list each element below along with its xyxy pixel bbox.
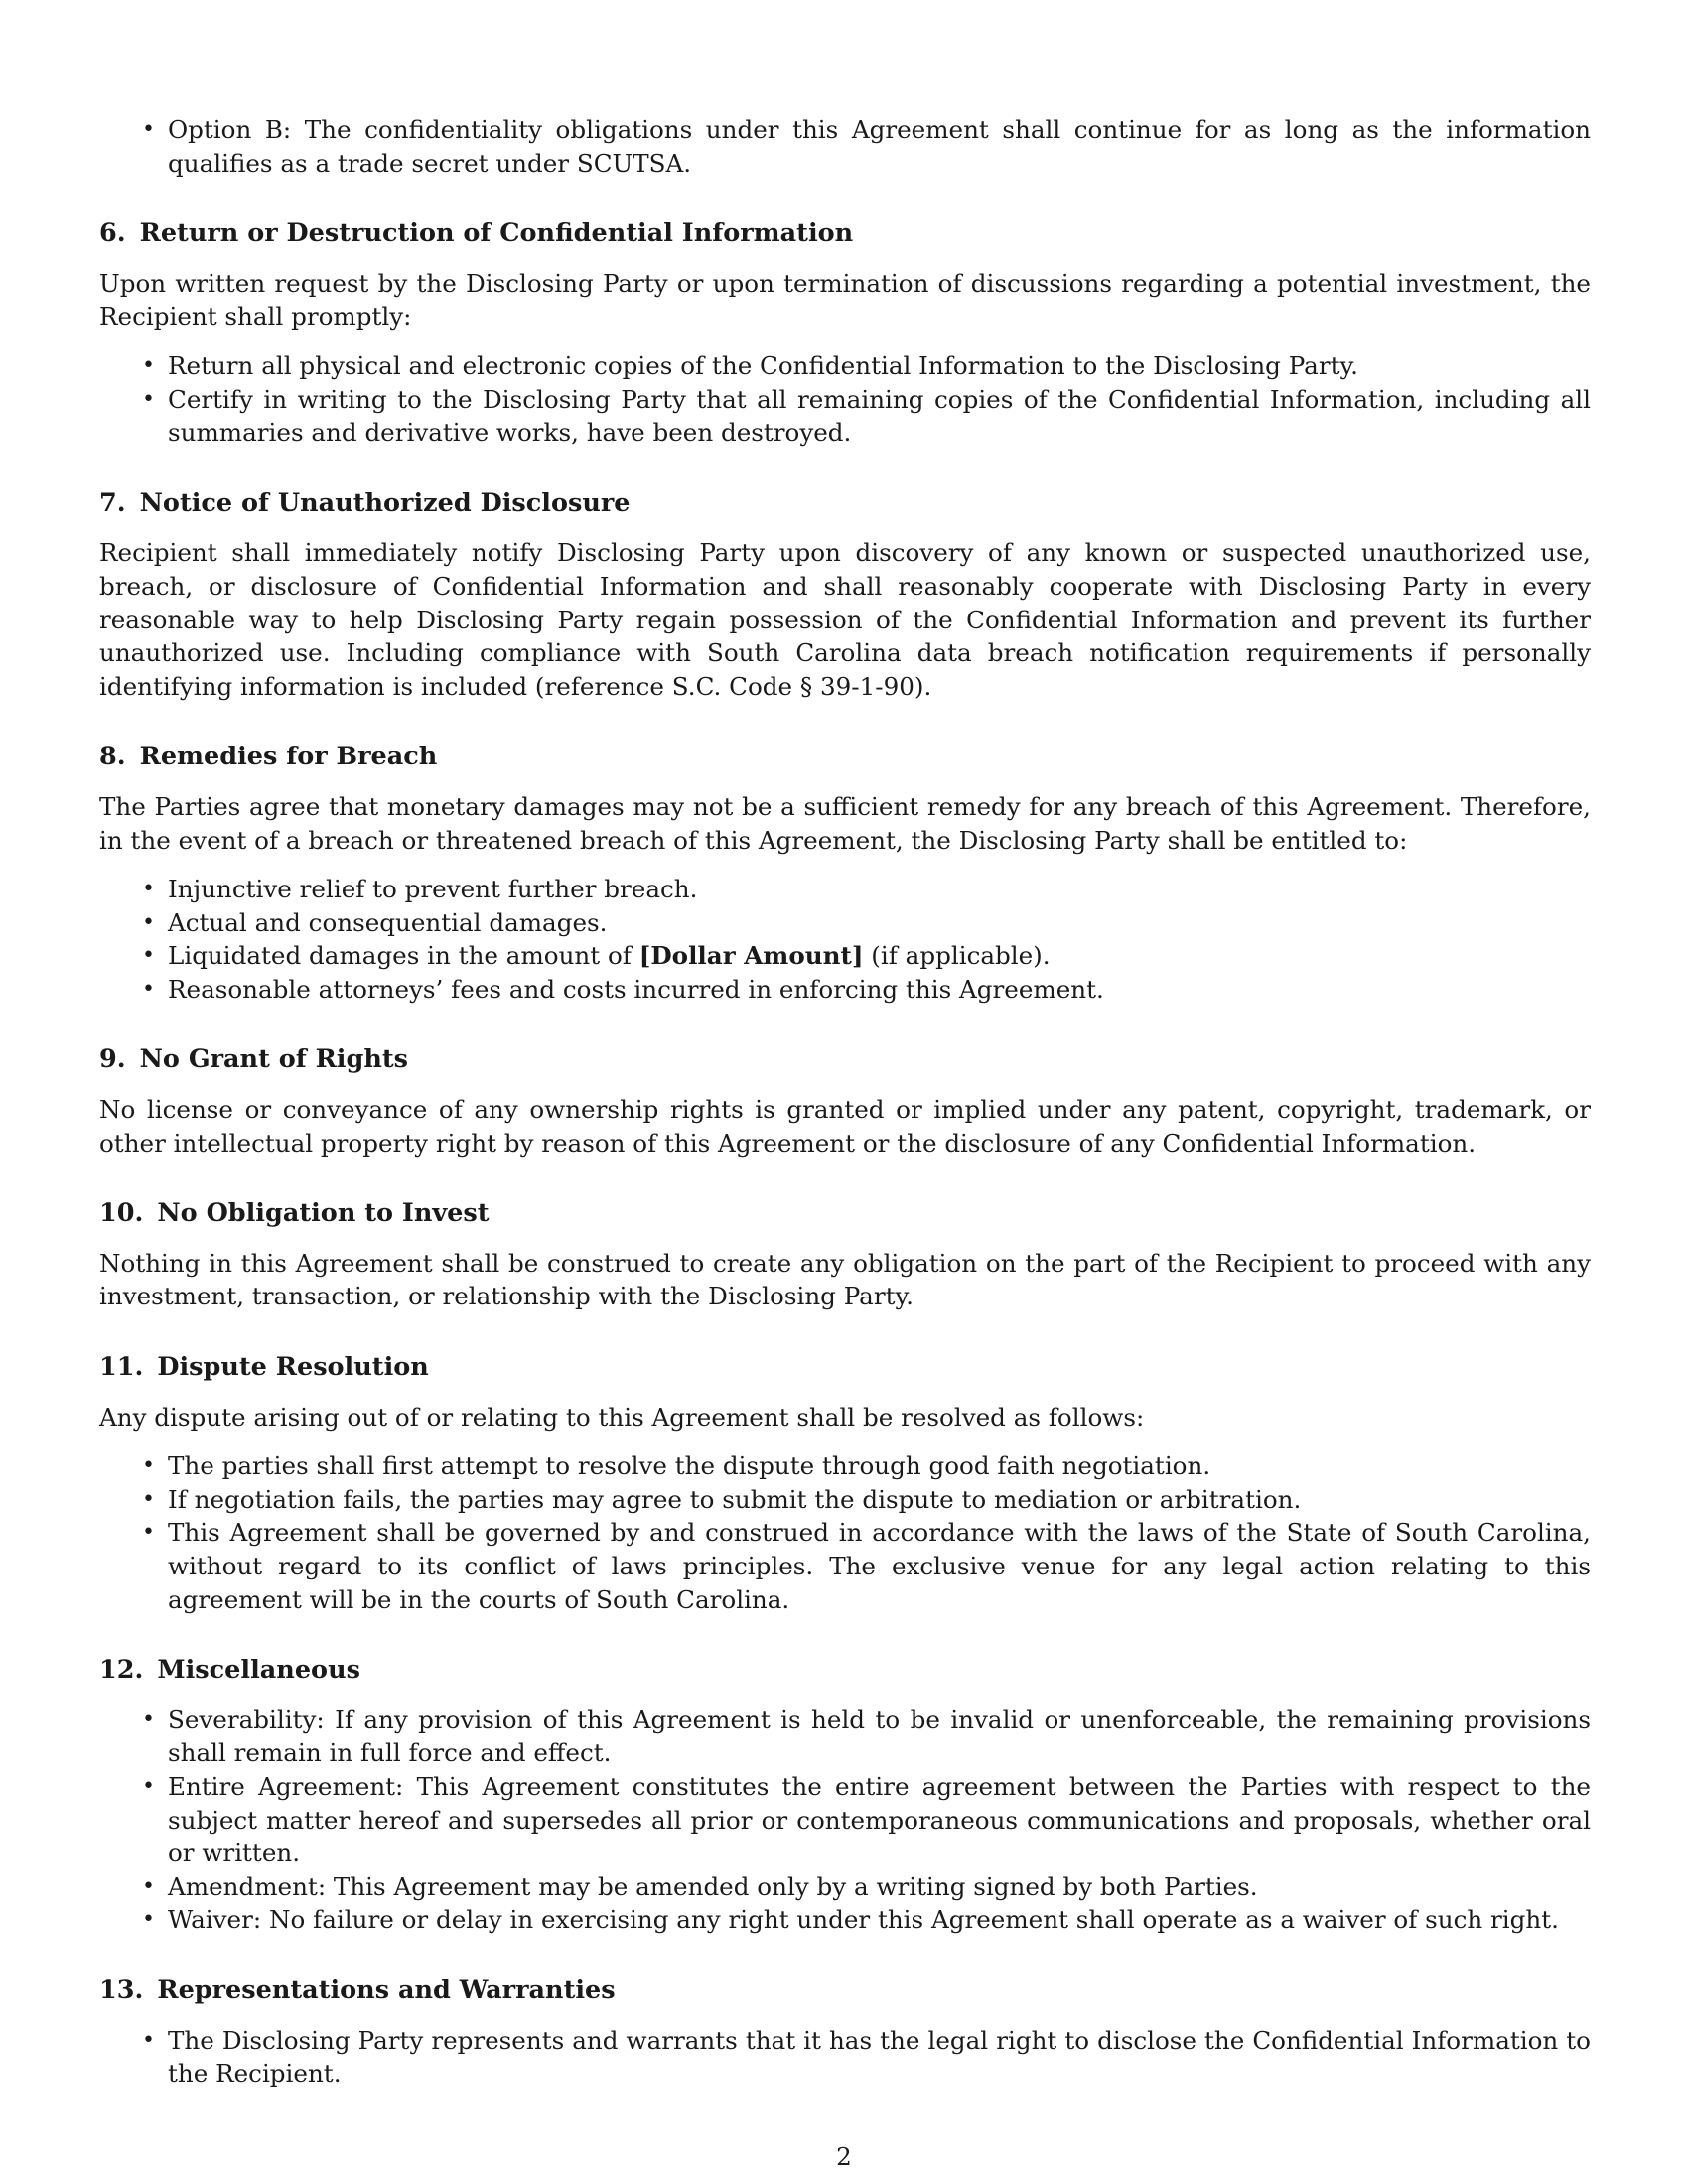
document-page xyxy=(99,97,1591,2091)
bullet-icon: • xyxy=(142,386,155,412)
section-heading: 12. Miscellaneous xyxy=(99,1655,360,1686)
section-heading: 10. No Obligation to Invest xyxy=(99,1198,490,1229)
section-paragraph: Nothing in this Agreement shall be construed to create any obligation on the part of the Recipient to proceed with any investment, transaction, or relationship with the Disclosing Party. xyxy=(99,1248,1591,1311)
section-heading: 13. Representations and Warranties xyxy=(99,1975,616,2005)
bullet-icon: • xyxy=(142,1706,155,1732)
bullet-icon: • xyxy=(142,2027,155,2053)
list-item: • Certify in writing to the Disclosing Party that all remaining copies of the Confidential Information, including all summaries and derivative works, have been destroyed. xyxy=(142,384,1591,448)
bullet-icon: • xyxy=(142,943,155,969)
list-item: • Severability: If any provision of this Agreement is held to be invalid or unenforceable, the remaining provisions shall remain in full force and effect. xyxy=(142,1705,1591,1768)
bullet-icon: • xyxy=(142,352,155,378)
bullet-icon: • xyxy=(142,1873,155,1899)
bullet-icon: • xyxy=(142,1520,155,1546)
bullet-icon: • xyxy=(142,1907,155,1933)
bullet-icon: • xyxy=(142,1773,155,1799)
section-heading: 11. Dispute Resolution xyxy=(99,1352,429,1383)
bullet-list xyxy=(99,1449,1591,1616)
list-item: • Return all physical and electronic copies of the Confidential Information to the Disclosing Party. xyxy=(99,349,1591,383)
list-item: • Amendment: This Agreement may be amended only by a writing signed by both Parties. xyxy=(99,1870,1591,1904)
list-item: • This Agreement shall be governed by and construed in accordance with the laws of the State of South Carolina, without regard to its conflict of laws principles. The exclusive venue for any legal action relating to this agreement will be in the courts of South Carolina. xyxy=(142,1518,1591,1614)
list-item: • The parties shall first attempt to resolve the dispute through good faith negotiation. xyxy=(99,1449,1591,1483)
top-bullet-list xyxy=(99,113,1591,180)
section-heading: 7. Notice of Unauthorized Disclosure xyxy=(99,487,631,518)
section-heading: 8. Remedies for Breach xyxy=(99,742,438,772)
bullet-icon: • xyxy=(142,877,155,902)
bullet-icon: • xyxy=(142,909,155,935)
page-number: 2 xyxy=(836,2142,852,2171)
list-item: • The Disclosing Party represents and warrants that it has the legal right to disclose the Confidential Information to the Recipient. xyxy=(142,2025,1591,2089)
list-item: • Liquidated damages in the amount of [Dollar Amount] (if applicable). xyxy=(99,939,1591,973)
section-paragraph: The Parties agree that monetary damages may not be a sufficient remedy for any breach of this Agreement. Therefore, in the event of a breach or threatened breach of this Agreement, the Disclosing Party shall be entitled to: xyxy=(99,791,1591,855)
bullet-icon: • xyxy=(142,1453,155,1479)
bullet-icon: • xyxy=(142,117,155,142)
list-item: • Actual and consequential damages. xyxy=(99,906,1591,940)
bullet-list xyxy=(99,2024,1591,2091)
list-item: • Entire Agreement: This Agreement constitutes the entire agreement between the Parties with respect to the subject matter hereof and supersedes all prior or contemporaneous communications and proposals, whether oral or written. xyxy=(142,1771,1591,1868)
bullet-icon: • xyxy=(142,1486,155,1512)
section-heading: 6. Return or Destruction of Confidential Information xyxy=(99,218,854,249)
list-item: • Injunctive relief to prevent further breach. xyxy=(99,873,1591,906)
section-paragraph: Recipient shall immediately notify Disclosing Party upon discovery of any known or suspected unauthorized use, breach, or disclosure of Confidential Information and shall reasonably cooperate with Disclosing Party in every reasonable way to help Disclosing Party regain possession of the Confidential Information and prevent its further unauthorized use. Including compliance with South Carolina data breach notification requirements if personally identifying information is included (reference S.C. Code § 39-1-90). xyxy=(99,538,1591,701)
section-heading: 9. No Grant of Rights xyxy=(99,1044,408,1075)
section-paragraph: Upon written request by the Disclosing Party or upon termination of discussions regarding a potential investment, the Recipient shall promptly: xyxy=(99,268,1591,332)
list-item: • Reasonable attorneys’ fees and costs incurred in enforcing this Agreement. xyxy=(99,973,1591,1007)
section-paragraph: Any dispute arising out of or relating to this Agreement shall be resolved as follows: xyxy=(99,1402,1145,1432)
dollar-amount-placeholder: [Dollar Amount] xyxy=(638,941,864,971)
list-item: • Option B: The confidentiality obligations under this Agreement shall continue for as long as the information qualifies as a trade secret under SCUTSA. xyxy=(142,115,1591,178)
bullet-list xyxy=(99,349,1591,450)
section-paragraph: No license or conveyance of any ownership rights is granted or implied under any patent, copyright, trademark, or other intellectual property right by reason of this Agreement or the disclosure of any Confidential Information. xyxy=(99,1095,1591,1158)
bullet-list xyxy=(99,1704,1591,1937)
bullet-icon: • xyxy=(142,976,155,1002)
bullet-list xyxy=(99,873,1591,1006)
list-item: • Waiver: No failure or delay in exercising any right under this Agreement shall operate as a waiver of such right. xyxy=(99,1903,1591,1937)
list-item: • If negotiation fails, the parties may agree to submit the dispute to mediation or arbitration. xyxy=(99,1483,1591,1517)
